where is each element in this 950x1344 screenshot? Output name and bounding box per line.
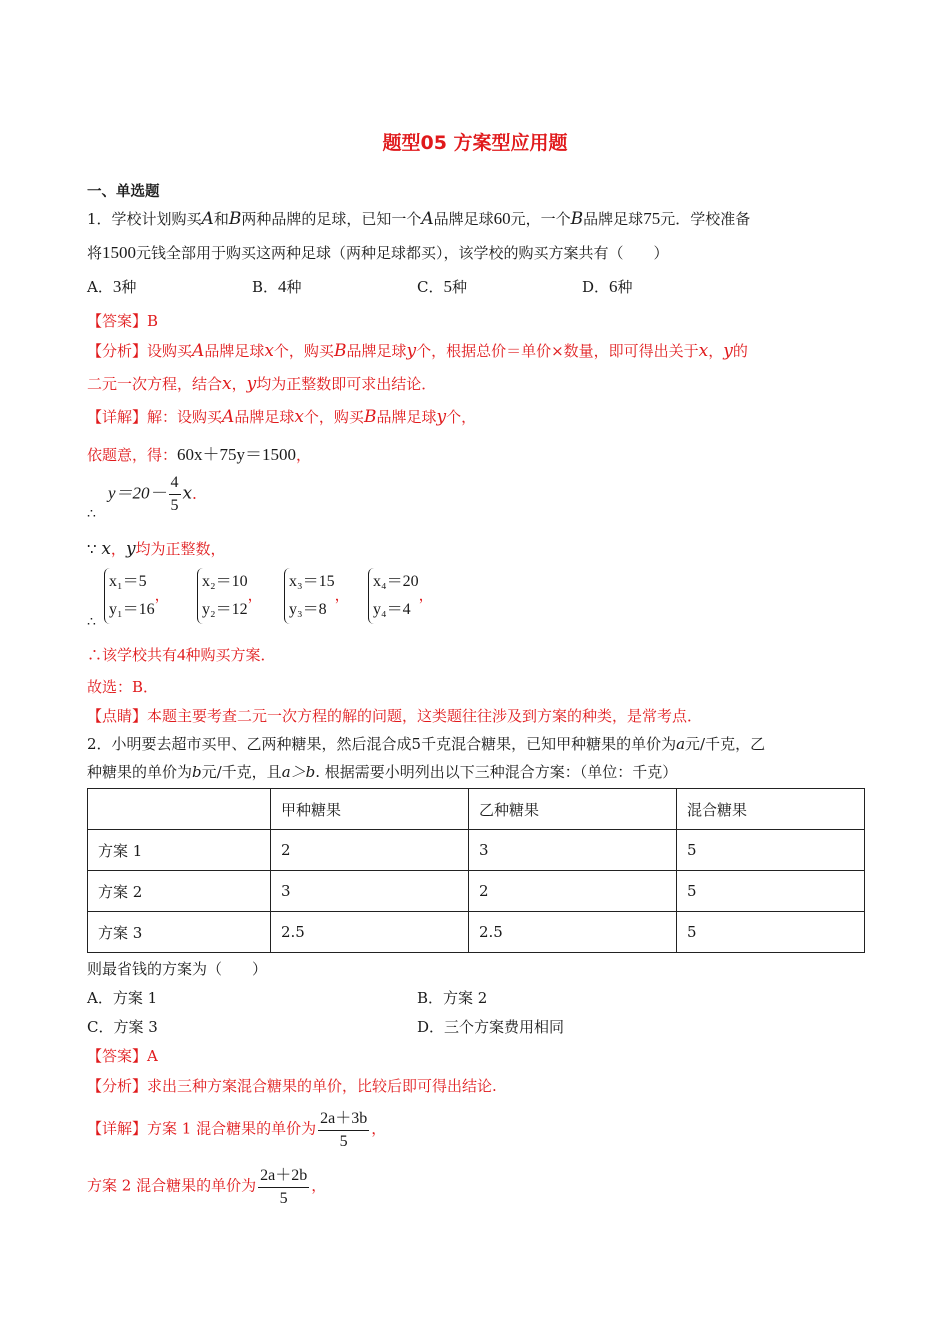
q1-conclusion: ∴该学校共有4种购买方案． [87,645,276,664]
q2-analysis: 【分析】求出三种方案混合糖果的单价，比较后即可得出结论. [87,1077,497,1095]
table-header-cell: 乙种糖果 [469,789,677,830]
therefore-symbol: ∴ [87,506,96,522]
table-header-row [88,789,865,830]
q1-positive-int: ∵ x，y均为正整数， [87,539,226,559]
mix-plan-table [87,788,865,953]
q2-option-c: C．方案 3 [87,1018,158,1036]
solution-system-3: x₃＝15 y₃＝8， [284,568,350,624]
q1-y-expression: y＝20－ $\frac{4}{5}$ x． [108,474,208,514]
solution-system-2: x₂＝10 y₂＝12， [197,568,263,624]
q1-analysis-line1: 【分析】设购买A品牌足球x个，购买B品牌足球y个，根据总价＝单价×数量，即可得出关于x，y的 [87,341,748,361]
q2-option-a: A．方案 1 [87,989,158,1007]
q1-option-c: C．5种 [417,277,467,296]
table-row: 方案 3 2.5 2.5 5 [88,912,865,953]
q2-answer: 【答案】A [87,1047,158,1065]
q1-stem-line2: 将1500元钱全部用于购买这两种足球（两种足球都买），该学校的购买方案共有（ ） [87,243,669,262]
table-header-cell: 混合糖果 [677,789,865,830]
fraction-2a3b-5: $\frac{2a+3b}{5}$ [318,1105,369,1151]
q1-equation: 60x＋75y＝1500 [177,445,297,464]
solution-system-1: x₁＝5 y₁＝16， [104,568,170,624]
table-row: 方案 2 3 2 5 [88,871,865,912]
q1-choose: 故选：B． [87,678,159,696]
table-header-cell: 甲种糖果 [271,789,469,830]
q2-detail-line2: 方案 2 混合糖果的单价为 $\frac{2a+2b}{5}$ ， [87,1162,326,1208]
q2-stem-line1: 2．小明要去超市买甲、乙两种糖果，然后混合成5千克混合糖果，已知甲种糖果的单价为a元/千克，乙 [87,735,766,753]
q1-option-d: D．6种 [582,277,633,296]
table-header-cell [88,789,271,830]
q2-stem-line2: 种糖果的单价为b元/千克，且a＞b. 根据需要小明列出以下三种混合方案：（单位：千克） [87,763,678,781]
q1-detail-line1: 【详解】解：设购买A品牌足球x个，购买B品牌足球y个， [87,407,477,427]
q2-option-b: B．方案 2 [417,989,488,1007]
q1-analysis-line2: 二元一次方程，结合x，y均为正整数即可求出结论． [87,374,437,394]
table-row: 方案 1 2 3 5 [88,830,865,871]
page-title: 题型05 方案型应用题 [382,132,568,154]
solution-system-4: x₄＝20 y₄＝4， [368,568,434,624]
q2-detail-line1: 【详解】方案 1 混合糖果的单价为 $\frac{2a+3b}{5}$ ， [87,1105,386,1151]
fraction-4-5: $\frac{4}{5}$ [170,474,179,514]
q1-option-b: B．4种 [252,277,302,296]
q1-comment: 【点睛】本题主要考查二元一次方程的解的问题，这类题往往涉及到方案的种类，是常考点． [87,707,703,725]
q1-answer: 【答案】B [87,312,159,330]
q1-option-a: A．3种 [87,277,137,296]
q2-option-d: D．三个方案费用相同 [417,1018,565,1036]
therefore-symbol-2: ∴ [87,614,96,630]
q1-detail-line2: 依题意，得：60x＋75y＝1500， [87,445,312,464]
q1-stem-line1: 1．学校计划购买A和B两种品牌的足球，已知一个A品牌足球60元，一个B品牌足球75元．学校准备 [87,209,751,229]
q2-question: 则最省钱的方案为（ ） [87,960,268,978]
fraction-2a2b-5: $\frac{2a+2b}{5}$ [258,1162,309,1208]
section-heading: 一、单选题 [87,184,160,200]
